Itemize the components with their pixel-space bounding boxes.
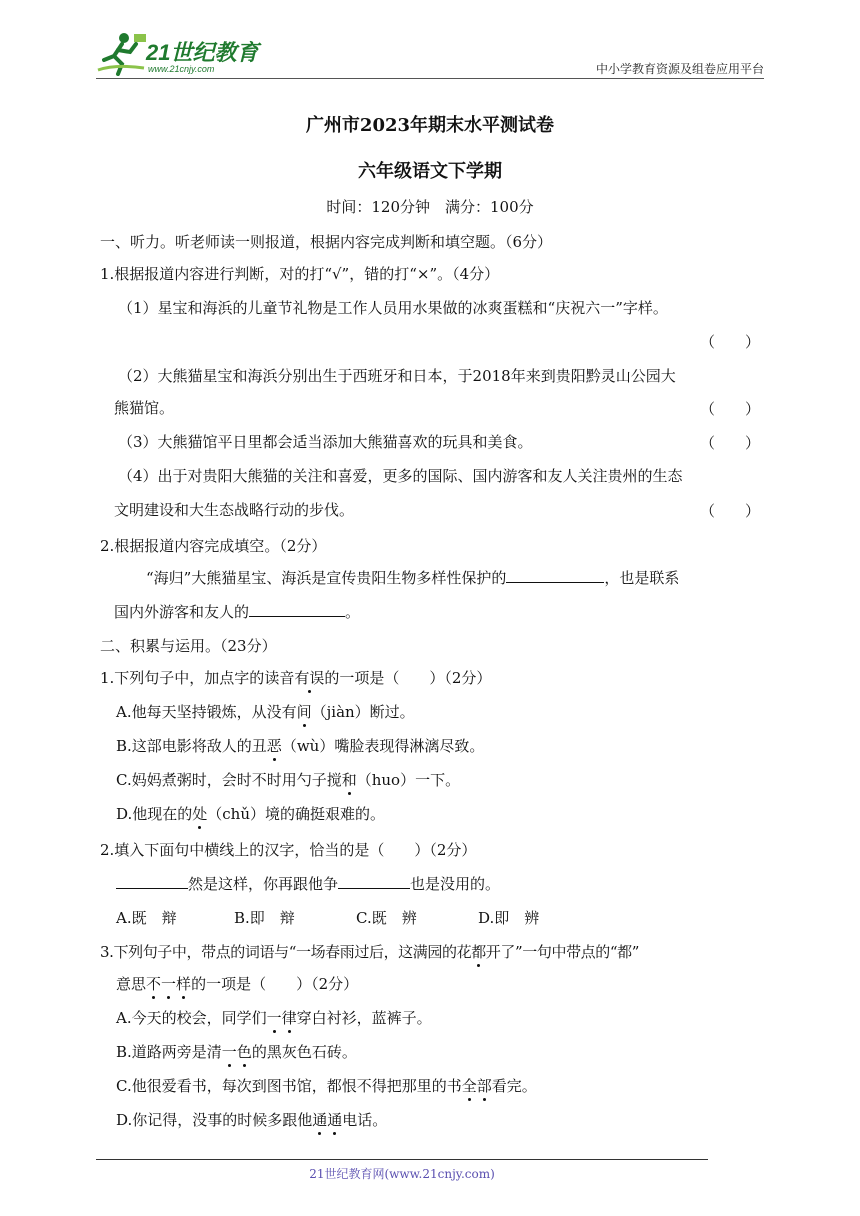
logo-text: 21世纪教育	[146, 40, 259, 65]
text-segment: 意思	[116, 975, 147, 993]
text-segment: （jiàn）断过。	[311, 703, 415, 721]
s1-q1-item2: （2）大熊猫星宝和海浜分别出生于西班牙和日本，于2018年来到贵阳黔灵山公园大	[118, 367, 676, 385]
answer-paren[interactable]: （ ）	[699, 502, 760, 520]
s1-q1-item3: （3）大熊猫馆平日里都会适当添加大熊猫喜欢的玩具和美食。	[118, 433, 533, 451]
option-a	[116, 1008, 432, 1028]
s1-q1-item1: （1）星宝和海浜的儿童节礼物是工作人员用水果做的冰爽蛋糕和“庆祝六一”字样。	[118, 299, 668, 317]
text-segment: C.妈妈煮粥时，会时不时用勺子搅	[116, 771, 342, 789]
option-a	[116, 702, 415, 722]
fill-blank[interactable]	[116, 874, 188, 889]
section2-heading: 二、积累与运用。（23分）	[100, 637, 277, 655]
s2-q1-stem	[100, 668, 491, 688]
option-c	[116, 770, 460, 790]
runner-logo-icon	[96, 30, 148, 76]
dotted-char: 通	[327, 1111, 343, 1129]
dotted-char: 恶	[266, 737, 282, 755]
time-and-score: 时间：120分钟 满分：100分	[326, 198, 534, 216]
brand-logo	[96, 30, 266, 78]
dotted-char: 一	[266, 1009, 282, 1027]
text-segment: B.道路两旁是清	[116, 1043, 222, 1061]
text-segment: 的一项是（ ）（2分）	[324, 669, 492, 687]
text-segment: D.你记得，没事的时候多跟他	[116, 1111, 313, 1129]
s1-q1-stem: 1.根据报道内容进行判断，对的打“√”，错的打“×”。（4分）	[100, 265, 500, 283]
footer-divider	[96, 1159, 708, 1160]
exam-title: 广州市2023年期末水平测试卷	[305, 115, 555, 136]
answer-paren[interactable]: （ ）	[699, 434, 760, 452]
text-segment: A.今天的校会，同学们	[116, 1009, 267, 1027]
fill-blank[interactable]	[506, 568, 604, 583]
dotted-char: 不	[146, 975, 162, 993]
dotted-char: 部	[476, 1077, 492, 1095]
option-b	[116, 736, 484, 756]
dotted-char: 有误	[294, 669, 325, 687]
fill-blank[interactable]	[338, 874, 410, 889]
fill-blank[interactable]	[249, 602, 345, 617]
dotted-char: 间	[296, 703, 312, 721]
s1-q1-item4-cont: 文明建设和大生态战略行动的步伐。	[114, 501, 355, 519]
dotted-char: 样	[176, 975, 192, 993]
text-segment: 。	[345, 603, 361, 621]
text-segment: 开了”一句中带点的“都”	[485, 943, 640, 961]
text-segment: （huo）一下。	[356, 771, 461, 789]
text-segment: A.他每天坚持锻炼，从没有	[116, 703, 297, 721]
dotted-char: 和	[341, 771, 357, 789]
answer-paren[interactable]: （ ）	[699, 333, 760, 351]
logo-url: www.21cnjy.com	[148, 64, 215, 74]
dotted-char: 处	[192, 805, 208, 823]
text-segment: 国内外游客和友人的	[114, 603, 250, 621]
option-a: A.既 辩	[116, 909, 177, 927]
dotted-char: 色	[236, 1043, 252, 1061]
section1-heading: 一、听力。听老师读一则报道，根据内容完成判断和填空题。（6分）	[100, 233, 553, 251]
text-segment: 也是没用的。	[410, 875, 501, 893]
option-d	[116, 804, 385, 824]
text-segment: 3.下列句子中，带点的词语与“一场春雨过后，这满园的花	[100, 943, 472, 961]
text-segment: D.他现在的	[116, 805, 193, 823]
text-segment: 的黑灰色石砖。	[251, 1043, 357, 1061]
option-b: B.即 辩	[234, 909, 295, 927]
footer-link[interactable]: 21世纪教育网(www.21cnjy.com)	[309, 1167, 495, 1181]
text-segment: B.这部电影将敌人的丑	[116, 737, 267, 755]
text-segment: 看完。	[491, 1077, 537, 1095]
option-d	[116, 1110, 387, 1130]
dotted-char: 全	[461, 1077, 477, 1095]
s2-q3-stem-cont	[116, 974, 358, 994]
option-d: D.即 辨	[478, 909, 540, 927]
dotted-char: 都	[471, 943, 486, 961]
text-segment: （wù）嘴脸表现得淋漓尽致。	[281, 737, 485, 755]
s2-q3-stem	[100, 942, 639, 962]
dotted-char: 律	[281, 1009, 297, 1027]
text-segment: 电话。	[342, 1111, 388, 1129]
text-segment: ，也是联系	[604, 569, 680, 587]
answer-paren[interactable]: （ ）	[699, 400, 760, 418]
header-divider	[96, 78, 764, 79]
text-segment: 1.下列句子中，加点字的读音	[100, 669, 295, 687]
exam-subtitle: 六年级语文下学期	[358, 161, 502, 182]
platform-tagline: 中小学教育资源及组卷应用平台	[595, 62, 764, 76]
text-segment: 然是这样，你再跟他争	[188, 875, 339, 893]
dotted-char: 通	[312, 1111, 328, 1129]
s1-q2-line1	[146, 568, 679, 588]
s2-q2-stem: 2.填入下面句中横线上的汉字，恰当的是（ ）（2分）	[100, 841, 477, 859]
text-segment: （chǔ）境的确挺艰难的。	[207, 805, 386, 823]
s2-q2-sentence	[116, 874, 500, 894]
page-header	[96, 30, 764, 80]
text-segment: 穿白衬衫，蓝裤子。	[296, 1009, 432, 1027]
text-segment: “海归”大熊猫星宝、海浜是宣传贵阳生物多样性保护的	[146, 569, 507, 587]
s1-q2-line2	[114, 602, 360, 622]
option-c: C.既 辨	[356, 909, 417, 927]
s1-q2-stem: 2.根据报道内容完成填空。（2分）	[100, 537, 327, 555]
text-segment: 的一项是（ ）（2分）	[191, 975, 359, 993]
text-segment: C.他很爱看书，每次到图书馆，都恨不得把那里的书	[116, 1077, 462, 1095]
option-b	[116, 1042, 357, 1062]
option-c	[116, 1076, 537, 1096]
s1-q1-item2-cont: 熊猫馆。	[114, 399, 175, 417]
dotted-char: 一	[161, 975, 177, 993]
s1-q1-item4: （4）出于对贵阳大熊猫的关注和喜爱，更多的国际、国内游客和友人关注贵州的生态	[118, 467, 683, 485]
dotted-char: 一	[221, 1043, 237, 1061]
